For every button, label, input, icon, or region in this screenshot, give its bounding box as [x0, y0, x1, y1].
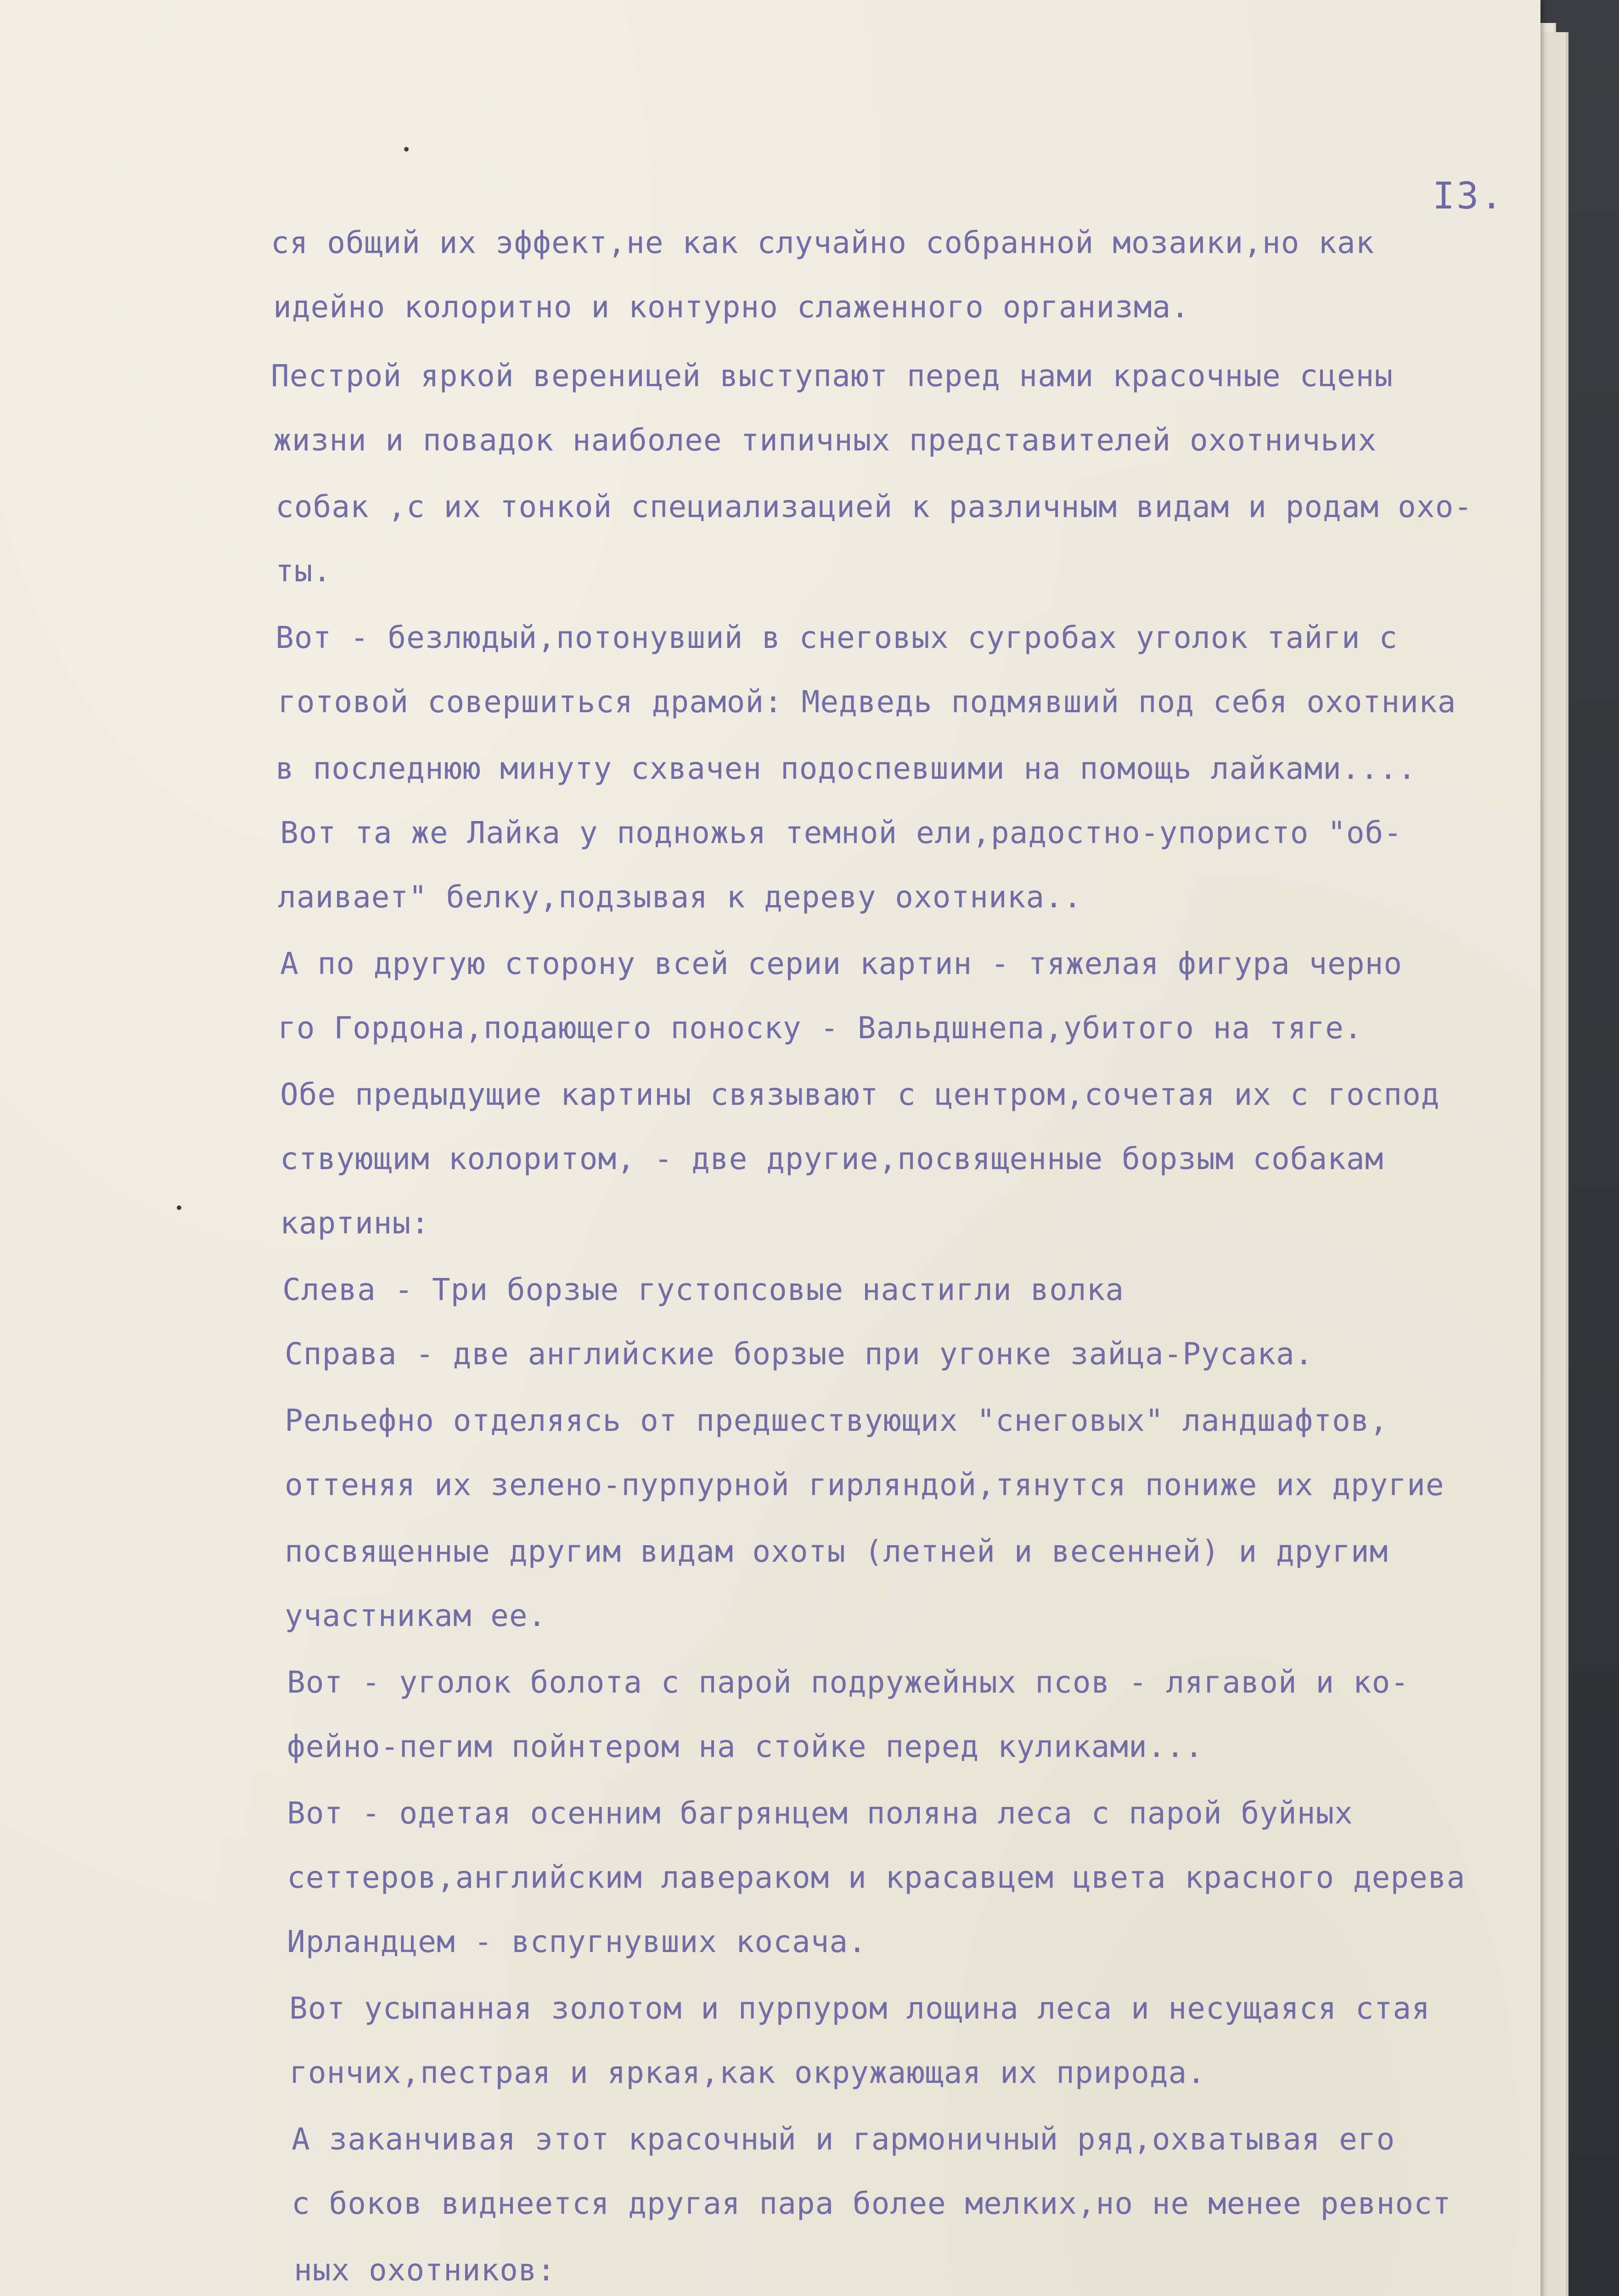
text-line: с боков виднеется другая пара более мелких,но не менее ревност: [292, 2186, 1451, 2221]
text-line: А заканчивая этот красочный и гармоничный ряд,охватывая его: [292, 2122, 1395, 2157]
text-line: Вот - безлюдый,потонувший в снеговых сугробах уголок тайги с: [275, 620, 1398, 655]
text-line: Вот - одетая осенним багрянцем поляна леса с парой буйных: [287, 1795, 1353, 1831]
text-line: А по другую сторону всей серии картин - тяжелая фигура черно: [280, 946, 1403, 981]
page-number: I3.: [1433, 174, 1505, 217]
text-line: оттеняя их зелено-пурпурной гирляндой,тянутся пониже их другие: [285, 1467, 1445, 1503]
text-line: Вот та же Лайка у подножья темной ели,радостно-упористо "об-: [280, 815, 1403, 850]
text-line: Справа - две английские борзые при угонке зайца-Русака.: [285, 1336, 1314, 1372]
text-line: идейно колоритно и контурно слаженного организма.: [273, 289, 1190, 325]
text-line: гончих,пестрая и яркая,как окружающая их природа.: [289, 2055, 1206, 2090]
text-line: лаивает" белку,подзывая к дереву охотника..: [278, 879, 1082, 915]
text-line: ных охотников:: [294, 2252, 556, 2288]
text-line: Обе предыдущие картины связывают с центром,сочетая их с господ: [280, 1077, 1440, 1112]
paper-speck: [177, 1205, 181, 1210]
text-line: Вот усыпанная золотом и пурпуром лощина леса и несущаяся стая: [289, 1991, 1430, 2026]
text-line: Вот - уголок болота с парой подружейных псов - лягавой и ко-: [287, 1665, 1410, 1700]
text-line: посвященные другим видам охоты (летней и весенней) и другим: [285, 1534, 1389, 1569]
paper-speck: [404, 147, 409, 152]
text-line: жизни и повадок наиболее типичных представителей охотничьих: [273, 422, 1377, 458]
text-line: в последнюю минуту схвачен подоспевшими на помощь лайками....: [275, 751, 1417, 786]
text-line: фейно-пегим пойнтером на стойке перед куликами...: [287, 1729, 1204, 1764]
text-line: ся общий их эффект,не как случайно собранной мозаики,но как: [271, 225, 1375, 260]
text-line: готовой совершиться драмой: Медведь подмявший под себя охотника: [278, 684, 1456, 720]
text-line: ствующим колоритом, - две другие,посвященные борзым собакам: [280, 1141, 1384, 1176]
text-line: сеттеров,английским лавераком и красавцем цвета красного дерева: [287, 1860, 1466, 1895]
text-line: го Гордона,подающего поноску - Вальдшнепа,убитого на тяге.: [278, 1010, 1363, 1046]
text-line: Ирландцем - вспугнувших косача.: [287, 1924, 867, 1959]
text-line: участникам ее.: [285, 1598, 547, 1633]
text-line: ты.: [275, 553, 332, 589]
text-line: Слева - Три борзые густопсовые настигли волка: [282, 1272, 1124, 1307]
text-line: собак ,с их тонкой специализацией к различным видам и родам охо-: [275, 489, 1473, 524]
text-line: картины:: [280, 1205, 430, 1241]
text-line: Пестрой яркой вереницей выступают перед нами красочные сцены: [271, 358, 1394, 394]
text-line: Рельефно отделяясь от предшествующих "снеговых" ландшафтов,: [285, 1403, 1389, 1438]
